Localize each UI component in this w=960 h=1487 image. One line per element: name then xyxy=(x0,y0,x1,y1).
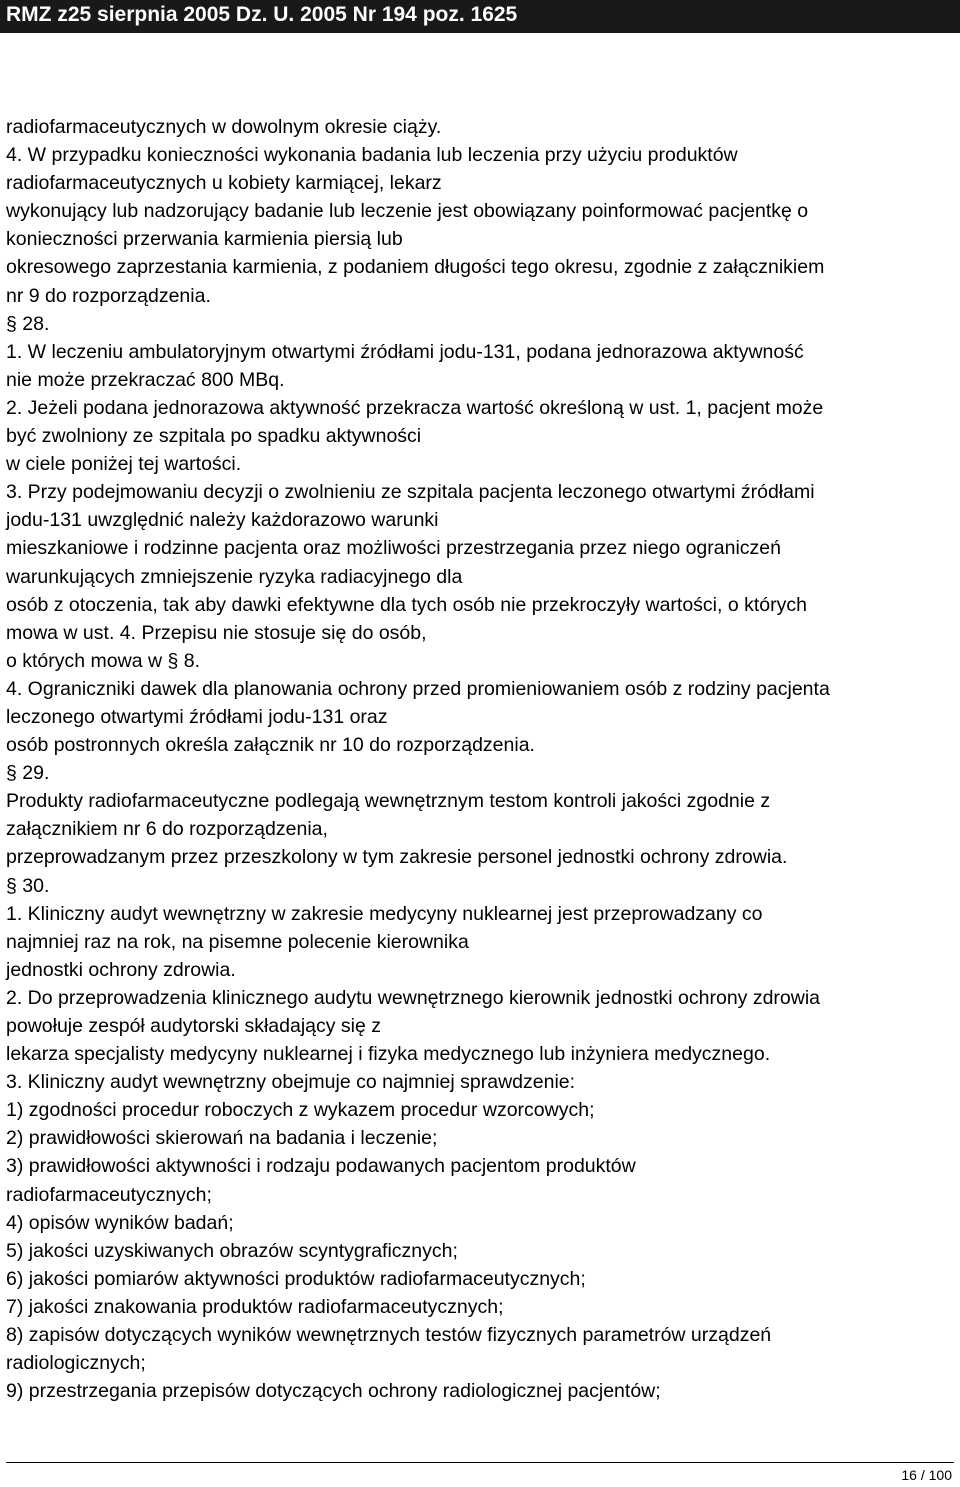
text-line: 9) przestrzegania przepisów dotyczących ochrony radiologicznej pacjentów; xyxy=(6,1380,661,1403)
text-line: § 30. xyxy=(6,874,50,897)
text-line: radiofarmaceutycznych; xyxy=(6,1183,212,1206)
text-line: 4. Ograniczniki dawek dla planowania ochrony przed promieniowaniem osób z rodziny pacjenta xyxy=(6,677,830,700)
text-line: 1. Kliniczny audyt wewnętrzny w zakresie medycyny nuklearnej jest przeprowadzany co xyxy=(6,902,763,925)
text-line: załącznikiem nr 6 do rozporządzenia, xyxy=(6,818,328,841)
text-line: § 28. xyxy=(6,312,50,335)
text-line: 3. Przy podejmowaniu decyzji o zwolnieniu ze szpitala pacjenta leczonego otwartymi źródłami xyxy=(6,481,815,504)
text-line: 6) jakości pomiarów aktywności produktów radiofarmaceutycznych; xyxy=(6,1267,586,1290)
text-line: konieczności przerwania karmienia piersią lub xyxy=(6,228,403,251)
text-line: warunkujących zmniejszenie ryzyka radiacyjnego dla xyxy=(6,565,463,588)
text-line: 8) zapisów dotyczących wyników wewnętrznych testów fizycznych parametrów urządzeń xyxy=(6,1324,772,1347)
document-title: RMZ z25 sierpnia 2005 Dz. U. 2005 Nr 194 poz. 1625 xyxy=(6,3,518,26)
text-line: leczonego otwartymi źródłami jodu-131 oraz xyxy=(6,705,388,728)
text-line: 3) prawidłowości aktywności i rodzaju podawanych pacjentom produktów xyxy=(6,1155,636,1178)
text-line: radiofarmaceutycznych w dowolnym okresie ciąży. xyxy=(6,116,442,138)
text-line: wykonujący lub nadzorujący badanie lub leczenie jest obowiązany poinformować pacjentkę o xyxy=(6,200,809,223)
text-line: 2) prawidłowości skierowań na badania i leczenie; xyxy=(6,1127,438,1150)
page-number: 16 / 100 xyxy=(901,1467,952,1483)
text-line: osób postronnych określa załącznik nr 10 do rozporządzenia. xyxy=(6,734,535,757)
text-line: 2. Do przeprowadzenia klinicznego audytu wewnętrznego kierownik jednostki ochrony zdrowia xyxy=(6,986,821,1009)
text-line: 1. W leczeniu ambulatoryjnym otwartymi źródłami jodu-131, podana jednorazowa aktywność xyxy=(6,340,804,363)
text-line: okresowego zaprzestania karmienia, z podaniem długości tego okresu, zgodnie z załącznikiem xyxy=(6,256,825,279)
footer-divider xyxy=(6,1462,954,1463)
text-line: jednostki ochrony zdrowia. xyxy=(6,958,236,981)
text-line: przeprowadzanym przez przeszkolony w tym zakresie personel jednostki ochrony zdrowia. xyxy=(6,846,788,869)
text-line: 5) jakości uzyskiwanych obrazów scyntygraficznych; xyxy=(6,1239,458,1262)
text-line: 7) jakości znakowania produktów radiofarmaceutycznych; xyxy=(6,1295,504,1318)
text-line: radiologicznych; xyxy=(6,1352,146,1375)
text-line: najmniej raz na rok, na pisemne polecenie kierownika xyxy=(6,930,469,953)
text-line: nie może przekraczać 800 MBq. xyxy=(6,368,285,391)
text-line: lekarza specjalisty medycyny nuklearnej i fizyka medycznego lub inżyniera medycznego. xyxy=(6,1043,771,1066)
document-body xyxy=(6,113,956,1405)
text-line: 2. Jeżeli podana jednorazowa aktywność przekracza wartość określoną w ust. 1, pacjent może xyxy=(6,396,824,419)
text-line: powołuje zespół audytorski składający się z xyxy=(6,1015,382,1037)
text-line: o których mowa w § 8. xyxy=(6,649,200,672)
text-line: 1) zgodności procedur roboczych z wykazem procedur wzorcowych; xyxy=(6,1099,595,1122)
text-line: radiofarmaceutycznych u kobiety karmiącej, lekarz xyxy=(6,172,442,195)
text-line: 4. W przypadku konieczności wykonania badania lub leczenia przy użyciu produktów xyxy=(6,144,738,167)
text-line: Produkty radiofarmaceutyczne podlegają wewnętrznym testom kontroli jakości zgodnie z xyxy=(6,790,771,813)
text-line: w ciele poniżej tej wartości. xyxy=(6,453,242,476)
text-line: § 29. xyxy=(6,762,50,785)
text-line: 3. Kliniczny audyt wewnętrzny obejmuje co najmniej sprawdzenie: xyxy=(6,1071,576,1094)
text-line: jodu-131 uwzględnić należy każdorazowo warunki xyxy=(6,509,439,532)
text-line: osób z otoczenia, tak aby dawki efektywne dla tych osób nie przekroczyły wartości, o których xyxy=(6,593,807,616)
text-line: mowa w ust. 4. Przepisu nie stosuje się do osób, xyxy=(6,621,427,644)
text-line: 4) opisów wyników badań; xyxy=(6,1211,234,1234)
text-line: być zwolniony ze szpitala po spadku aktywności xyxy=(6,425,422,448)
text-line: mieszkaniowe i rodzinne pacjenta oraz możliwości przestrzegania przez niego ograniczeń xyxy=(6,537,781,560)
header-band xyxy=(0,0,960,33)
text-line: nr 9 do rozporządzenia. xyxy=(6,284,211,307)
